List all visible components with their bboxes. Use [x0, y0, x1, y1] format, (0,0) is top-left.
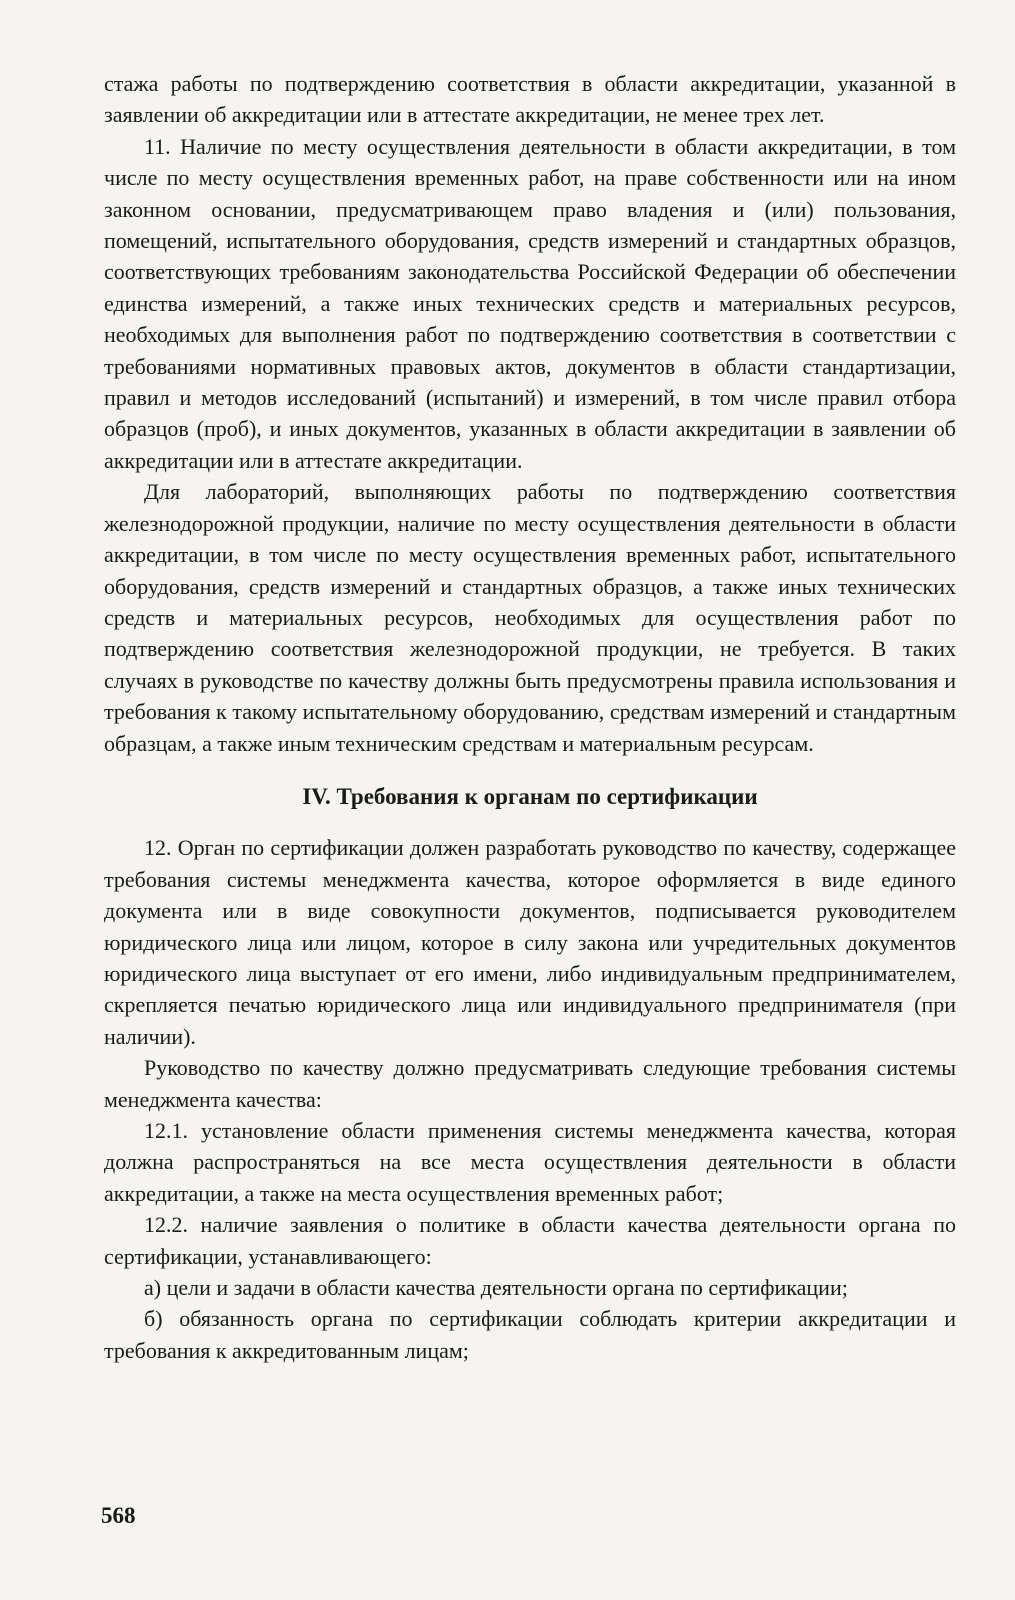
paragraph-item-b: б) обязанность органа по сертификации соблюдать критерии аккредитации и требования к аккредитованным лицам;: [104, 1306, 956, 1363]
paragraph-continued: стажа работы по подтверждению соответствия в области аккредитации, указанной в заявлении об аккредитации или в аттестате аккредитации, не менее трех лет.: [104, 71, 956, 128]
paragraph-item-12: 12. Орган по сертификации должен разработать руководство по качеству, содержащее требования системы менеджмента качества, которое оформляется в виде единого документа или в виде совокупности документов, подписывается руководителем юридического лица или лицом, которое в силу закона или учредительных документов юридического лица выступает от его имени, либо индивидуальным предпринимателем, скрепляется печатью юридического лица или индивидуального предпринимателя (при наличии).: [104, 835, 956, 1049]
page-number: 568: [101, 1503, 136, 1528]
section-heading: IV. Требования к органам по сертификации: [302, 783, 758, 809]
paragraph-quality-manual: Руководство по качеству должно предусматривать следующие требования системы менеджмента качества:: [104, 1055, 956, 1112]
paragraph-item-11: 11. Наличие по месту осуществления деятельности в области аккредитации, в том числе по месту осуществления временных работ, на праве собственности или на ином законном основании, предусматривающем право владения и (или) пользования, помещений, испытательного оборудования, средств измерений и стандартных образцов, соответствующих требованиям законодательства Российской Федерации об обеспечении единства измерений, а также иных технических средств и материальных ресурсов, необходимых для выполнения работ по подтверждению соответствия в соответствии с требованиями нормативных правовых актов, документов в области стандартизации, правил и методов исследований (испытаний) и измерений, в том числе правил отбора образцов (проб), и иных документов, указанных в области аккредитации в заявлении об аккредитации или в аттестате аккредитации.: [104, 133, 956, 473]
paragraph-item-a: а) цели и задачи в области качества деятельности органа по сертификации;: [144, 1275, 848, 1301]
paragraph-item-12-1: 12.1. установление области применения системы менеджмента качества, которая должна распространяться на все места осуществления деятельности в области аккредитации, а также на места осуществления временных работ;: [104, 1118, 956, 1206]
paragraph-item-12-2: 12.2. наличие заявления о политике в области качества деятельности органа по сертификации, устанавливающего:: [104, 1212, 956, 1269]
body-text: [104, 68, 956, 1366]
paragraph-railway-labs: Для лабораторий, выполняющих работы по подтверждению соответствия железнодорожной продукции, наличие по месту осуществления деятельности в области аккредитации, в том числе по месту осуществления временных работ, испытательного оборудования, средств измерений и стандартных образцов, а также иных технических средств и материальных ресурсов, необходимых для осуществления работ по подтверждению соответствия железнодорожной продукции, не требуется. В таких случаях в руководстве по качеству должны быть предусмотрены правила использования и требования к такому испытательному оборудованию, средствам измерений и стандартным образцам, а также иным техническим средствам и материальным ресурсам.: [104, 479, 956, 756]
